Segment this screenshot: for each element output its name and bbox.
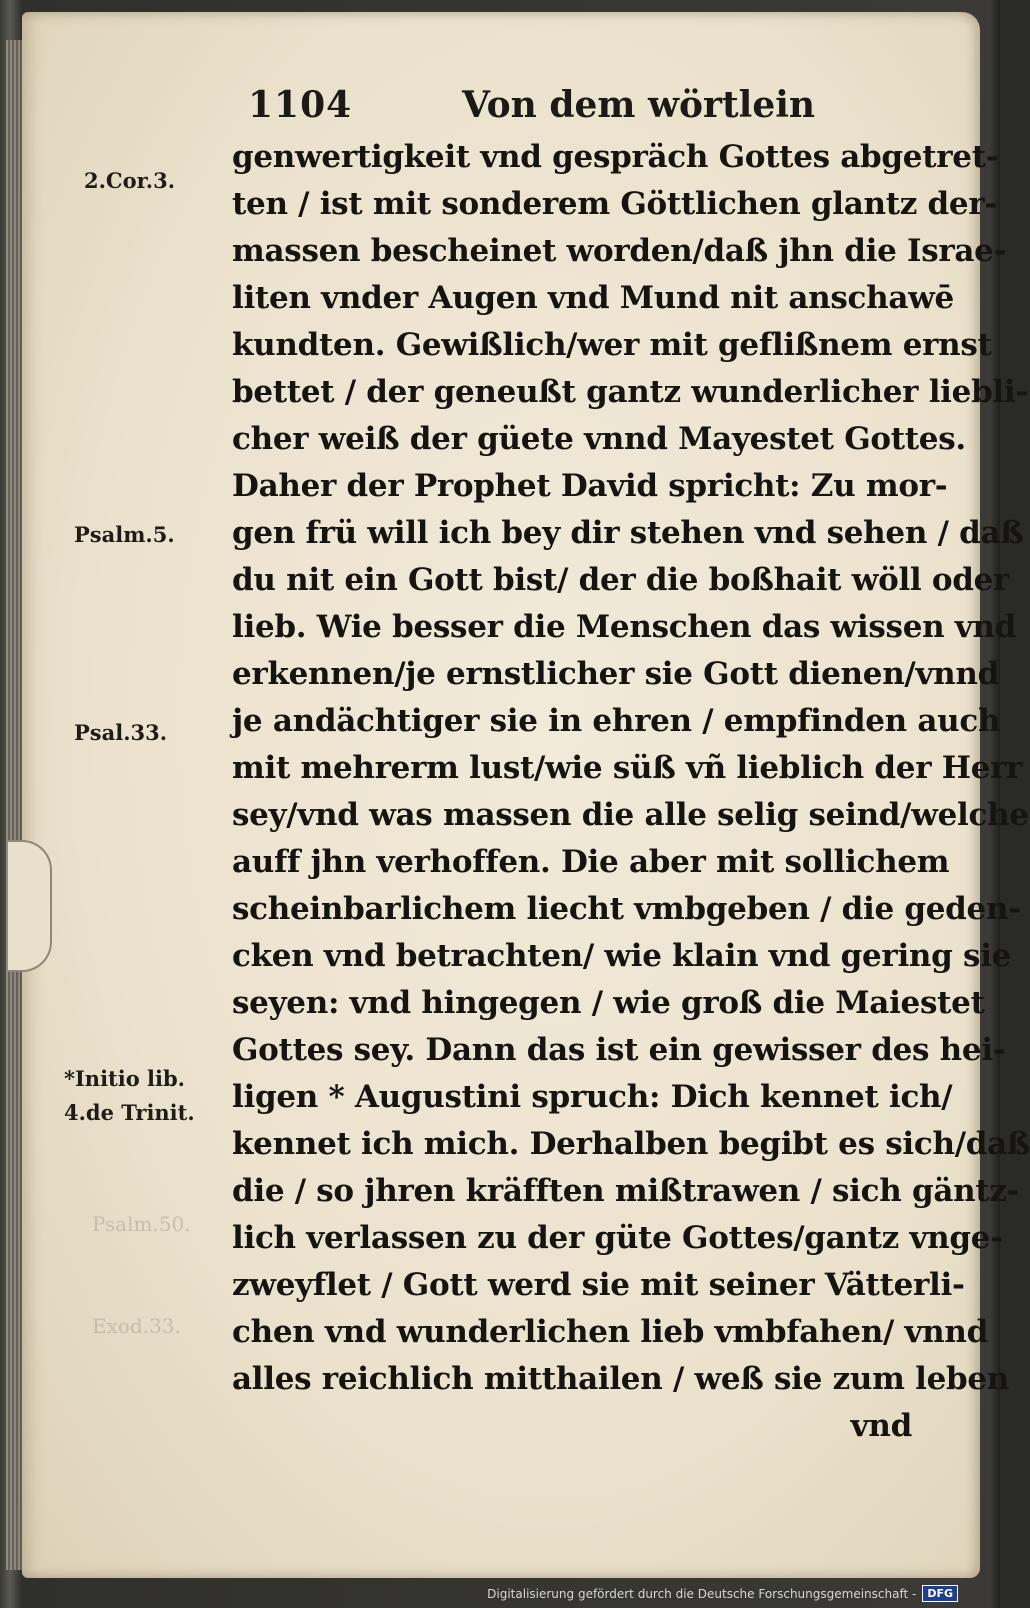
bleed-through-text: Exod.33. [92, 1314, 181, 1338]
text-line: gen frü will ich bey dir stehen vnd sehen / daß [232, 515, 1024, 551]
text-line: zweyflet / Gott werd sie mit seiner Vätterli- [232, 1267, 965, 1303]
dfg-logo-icon: DFG [922, 1585, 958, 1602]
page-edges [6, 40, 22, 1570]
digitization-footer [487, 1585, 958, 1602]
margin-note-initio-lib: *Initio lib. [64, 1066, 185, 1091]
text-line: massen bescheinet worden/daß jhn die Israe- [232, 233, 1007, 269]
running-title: Von dem wörtlein [462, 84, 816, 126]
text-line: alles reichlich mitthailen / weß sie zum leben [232, 1361, 1010, 1397]
margin-note-psal33: Psal.33. [74, 720, 168, 745]
text-line: die / so jhren kräfften mißtrawen / sich gäntz- [232, 1173, 1020, 1209]
text-line: auff jhn verhoffen. Die aber mit sollichem [232, 844, 950, 880]
text-line: cken vnd betrachten/ wie klain vnd gering sie [232, 938, 1012, 974]
text-line: scheinbarlichem liecht vmbgeben / die geden- [232, 891, 1021, 927]
margin-note-psalm5: Psalm.5. [74, 522, 175, 547]
text-line: mit mehrerm lust/wie süß vñ lieblich der Herr [232, 750, 1023, 786]
margin-note-2cor3: 2.Cor.3. [84, 168, 176, 193]
text-line: sey/vnd was massen die alle selig seind/welche [232, 797, 1029, 833]
bleed-through-text: Psalm.50. [92, 1212, 191, 1236]
text-line: Gottes sey. Dann das ist ein gewisser des hei- [232, 1032, 1006, 1068]
text-line: ten / ist mit sonderem Göttlichen glantz der- [232, 186, 997, 222]
catchword: vnd [850, 1408, 912, 1444]
text-line: seyen: vnd hingegen / wie groß die Maiestet [232, 985, 985, 1021]
body-text [232, 134, 1030, 1450]
text-line: lich verlassen zu der güte Gottes/gantz vnge- [232, 1220, 1003, 1256]
text-line: erkennen/je ernstlicher sie Gott dienen/vnnd [232, 656, 1000, 692]
text-line: chen vnd wunderlichen lieb vmbfahen/ vnnd [232, 1314, 989, 1350]
bookmark-tab [8, 840, 52, 972]
text-line: je andächtiger sie in ehren / empfinden auch [232, 703, 1001, 739]
text-line: kundten. Gewißlich/wer mit geflißnem ernst [232, 327, 992, 363]
text-line: genwertigkeit vnd gespräch Gottes abgetret- [232, 139, 999, 175]
text-line: ligen * Augustini spruch: Dich kennet ich/ [232, 1079, 953, 1115]
margin-note-de-trinit: 4.de Trinit. [64, 1100, 195, 1125]
text-line: cher weiß der güete vnnd Mayestet Gottes. [232, 421, 966, 457]
text-line: du nit ein Gott bist/ der die boßhait wöll oder [232, 562, 1010, 598]
page-number: 1104 [248, 84, 353, 126]
footer-credit: Digitalisierung gefördert durch die Deutsche Forschungsgemeinschaft - [487, 1586, 917, 1601]
text-line: lieb. Wie besser die Menschen das wissen vnd [232, 609, 1017, 645]
text-line: kennet ich mich. Derhalben begibt es sich/daß [232, 1126, 1030, 1162]
text-line: Daher der Prophet David spricht: Zu mor- [232, 468, 948, 504]
text-line: liten vnder Augen vnd Mund nit anschawē [232, 280, 954, 316]
text-line: bettet / der geneußt gantz wunderlicher liebli- [232, 374, 1028, 410]
